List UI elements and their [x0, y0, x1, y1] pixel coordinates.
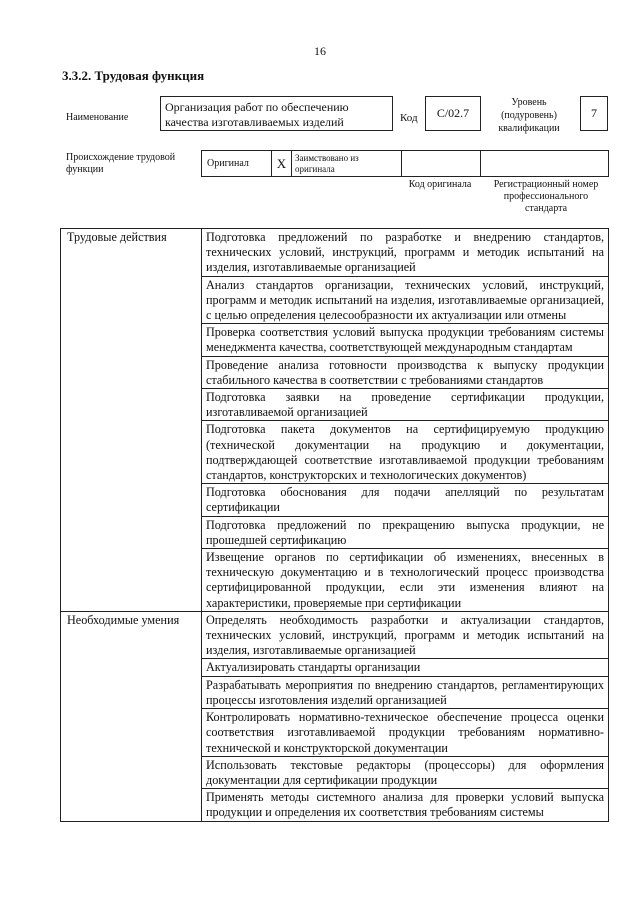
name-label: Наименование [66, 112, 129, 123]
table-cell: Подготовка предложений по разработке и внедрению стандартов, технических условий, инструкций, программ и методик испытаний на изделия, изготавливаемые организацией [202, 229, 609, 277]
level-label: Уровень (подуровень) квалификации [498, 97, 560, 134]
table-cell: Анализ стандартов организации, технических условий, инструкций, программ и методик испытаний на изделия, изготавливаемые организацией, с целью определения целесообразности их актуализации или отмены [202, 276, 609, 324]
section-label-skills: Необходимые умения [61, 611, 202, 821]
labor-function-table [60, 228, 609, 822]
function-code-box: С/02.7 [425, 96, 481, 131]
table-cell: Использовать текстовые редакторы (процессоры) для оформления документации для сертификации продукции [202, 756, 609, 788]
original-label: Оригинал [201, 150, 272, 177]
original-code-cell [402, 150, 481, 177]
section-title: 3.3.2. Трудовая функция [62, 68, 205, 83]
table-cell: Проведение анализа готовности производства к выпуску продукции стабильного качества в соответствии с требованиями стандартов [202, 356, 609, 388]
table-cell: Контролировать нормативно-техническое обеспечение процесса оценки соответствия изготавливаемой продукции требованиям нормативно-технической и конструкторской документации [202, 709, 609, 757]
registration-number-cell [481, 150, 609, 177]
table-cell: Извещение органов по сертификации об изменениях, внесенных в техническую документацию и в технологический процесс производства сертифицированной продукции, если эти изменения влияют на характеристики, проверяемые при сертификации [202, 549, 609, 612]
qualification-level-box: 7 [580, 96, 608, 131]
table-cell: Применять методы системного анализа для проверки условий выпуска продукции и определения их соответствия требованиям системы [202, 789, 609, 821]
table-cell: Проверка соответствия условий выпуска продукции требованиям системы менеджмента качества, соответствующей международным стандартам [202, 324, 609, 356]
table-row [61, 611, 609, 659]
table-row [61, 229, 609, 277]
original-mark: X [272, 150, 292, 177]
code-caption: Код оригинала [408, 179, 472, 190]
registration-caption: Регистрационный номер профессионального стандарта [493, 179, 599, 214]
page-number: 16 [314, 44, 326, 58]
table-cell: Подготовка обоснования для подачи апелляций по результатам сертификации [202, 484, 609, 516]
function-name-box: Организация работ по обеспечению качества изготавливаемых изделий [160, 96, 393, 131]
origin-label: Происхождение трудовой функции [66, 152, 176, 175]
code-label: Код [400, 112, 418, 124]
table-cell: Подготовка пакета документов на сертифицируемую продукцию (технической документации на продукцию и документации, подтверждающей соответствие изготавливаемой продукции требованиям стандартов, конструкторских и технологических документов) [202, 421, 609, 484]
table-cell: Актуализировать стандарты организации [202, 659, 609, 676]
section-label-actions: Трудовые действия [61, 229, 202, 612]
borrowed-label: Заимствовано из оригинала [292, 150, 402, 177]
origin-row [201, 150, 609, 177]
table-cell: Определять необходимость разработки и актуализации стандартов, технических условий, инструкций, программ и методик испытаний на изделия, изготавливаемые организацией [202, 611, 609, 659]
table-cell: Подготовка заявки на проведение сертификации продукции, изготавливаемой организацией [202, 389, 609, 421]
table-cell: Разрабатывать мероприятия по внедрению стандартов, регламентирующих процессы изготовления изделий организацией [202, 676, 609, 708]
table-cell: Подготовка предложений по прекращению выпуска продукции, не прошедшей сертификацию [202, 516, 609, 548]
